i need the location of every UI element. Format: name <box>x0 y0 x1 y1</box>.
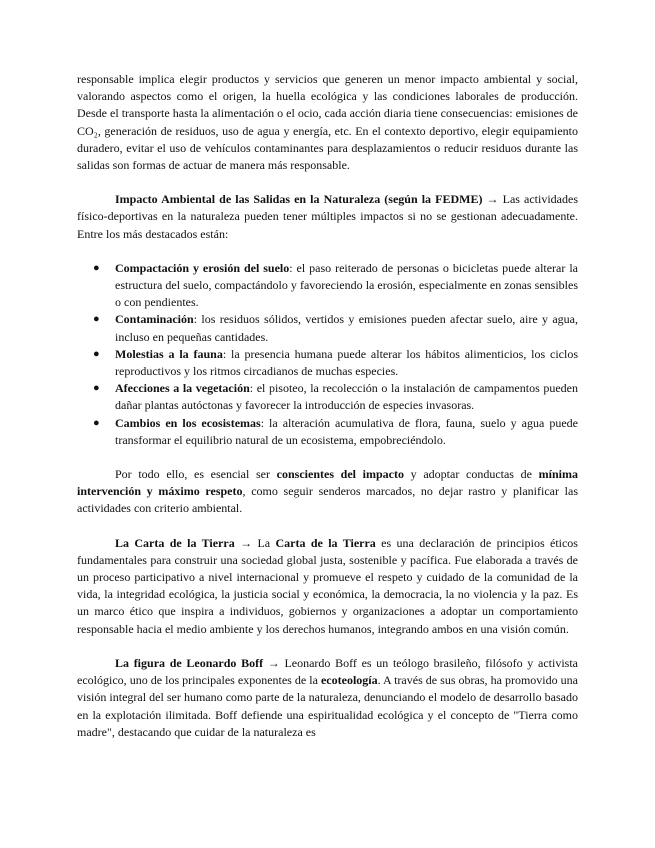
heading-leonardo-boff: La figura de Leonardo Boff <box>115 655 264 670</box>
paragraph-impacto-ambiental: Impacto Ambiental de las Salidas en la Naturaleza (según la FEDME) → Las actividades físico-deportivas en la naturaleza pueden tener múltiples impactos si no se gestionan adecuadamente. Entre los más destacados están: <box>77 192 578 241</box>
paragraph-carta-tierra: La Carta de la Tierra → La Carta de la Tierra es una declaración de principios éticos fundamentales para construir una sociedad global justa, sostenible y pacífica. Fue elaborada a través de un proceso participativo a nivel internacional y promueve el respeto y cuidado de la comunidad de la vida, la integridad ecológica, la justicia social y económica, la democracia, la no violencia y la paz. Es un marco ético que inspira a individuos, gobiernos y organizaciones a adoptar un comportamiento responsable hacia el medio ambiente y los derechos humanos, integrando ambos en una visión común. <box>77 535 578 636</box>
bullet-icon: ● <box>93 313 100 326</box>
list-item: ● Compactación y erosión del suelo: el paso reiterado de personas o bicicletas puede alterar la estructura del suelo, compactándolo y favoreciendo la erosión, especialmente en zonas sensibles o con pendientes. <box>93 260 578 310</box>
list-item: ● Molestias a la fauna: la presencia humana puede alterar los hábitos alimenticios, los ciclos reproductivos y los ritmos circadianos de muchas especies. <box>93 346 578 379</box>
document-page <box>77 71 578 758</box>
bullet-icon: ● <box>93 382 100 395</box>
impact-list <box>77 260 578 449</box>
list-item: ● Afecciones a la vegetación: el pisoteo, la recolección o la instalación de campamentos pueden dañar plantas autóctonas y favorecer la introducción de especies invasoras. <box>93 381 578 413</box>
list-item: ● Contaminación: los residuos sólidos, vertidos y emisiones pueden afectar suelo, aire y agua, incluso en pequeñas cantidades. <box>93 312 578 344</box>
heading-carta-tierra: La Carta de la Tierra <box>115 535 235 550</box>
bullet-icon: ● <box>93 416 100 429</box>
bullet-icon: ● <box>93 347 100 360</box>
paragraph-leonardo-boff: La figura de Leonardo Boff → Leonardo Boff es un teólogo brasileño, filósofo y activista ecológico, uno de los principales exponentes de la ecoteología. A través de sus obras, ha promovido una visión integral del ser humano como parte de la naturaleza, denunciando el modelo de desarrollo basado en la explotación ilimitada. Boff defiende una espiritualidad ecológica y el concepto de "Tierra como madre", destacando que cuidar de la naturaleza es <box>77 655 578 739</box>
bullet-icon: ● <box>93 261 100 274</box>
paragraph-conclusion: Por todo ello, es esencial ser conscientes del impacto y adoptar conductas de mínima intervención y máximo respeto, como seguir senderos marcados, no dejar rastro y planificar las actividades con criterio ambiental. <box>77 467 578 516</box>
heading-impacto-ambiental: Impacto Ambiental de las Salidas en la Naturaleza (según la FEDME) <box>115 192 483 207</box>
paragraph-consumo-responsable: responsable implica elegir productos y servicios que generen un menor impacto ambiental y social, valorando aspectos como el origen, la huella ecológica y las condiciones laborales de producción. Desde el transporte hasta la alimentación o el ocio, cada acción diaria tiene consecuencias: emisiones de CO₂, generación de residuos, uso de agua y energía, etc. En el contexto deportivo, elegir equipamiento duradero, evitar el uso de vehículos contaminantes para desplazamientos o reducir residuos durante las salidas son formas de actuar de manera más responsable. <box>77 72 578 173</box>
list-item: ● Cambios en los ecosistemas: la alteración acumulativa de flora, fauna, suelo y agua puede transformar el equilibrio natural de un ecosistema, empobreciéndolo. <box>93 415 578 447</box>
